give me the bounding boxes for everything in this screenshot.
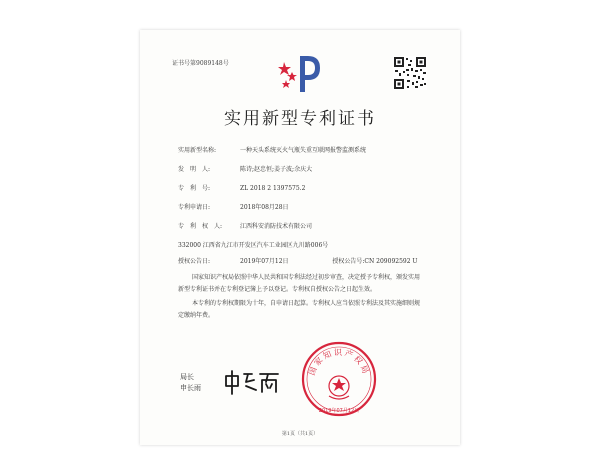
field-grant-date <box>178 256 418 265</box>
seal-date: 2019年07月12日 <box>318 408 360 414</box>
field-inventors <box>178 164 312 173</box>
director-name: 申长雨 <box>180 384 201 392</box>
director-title: 局长 <box>180 373 194 381</box>
official-seal-icon <box>300 340 378 418</box>
field-patentee <box>178 221 312 230</box>
field-patent-number <box>178 183 305 192</box>
field-utility-model-name <box>178 145 366 154</box>
field-value: 陈诗;赵忠恒;姜子波;余庆大 <box>240 166 313 173</box>
field-value: 2019年07月12日 <box>240 258 289 265</box>
field-value: CN 209092592 U <box>364 258 418 265</box>
field-value: 2018年08月28日 <box>240 204 289 211</box>
field-label: 授权公告号: <box>332 258 365 265</box>
field-label: 实用新型名称: <box>178 147 217 154</box>
certificate-title: 实用新型专利证书 <box>224 109 376 129</box>
field-application-date <box>178 202 289 211</box>
field-label: 专 利 号: <box>178 185 211 192</box>
field-label: 授权公告日: <box>178 258 211 265</box>
seal-text: 国家知识产权局 <box>307 348 371 377</box>
patentee-address: 332000 江西省九江市开发区汽车工业园区九川路006号 <box>178 242 329 249</box>
field-value: 一种天头系统灭火气瓶失重互联网报警监测系统 <box>240 147 367 154</box>
qr-code-icon <box>393 56 427 90</box>
field-label: 发 明 人: <box>178 166 211 173</box>
body-paragraph: 国家知识产权局依照中华人民共和国专利法经过初步审查，决定授予专利权，颁发实用新型专利证书并在专利登记簿上予以登记。专利权自授权公告之日起生效。 <box>178 274 421 293</box>
page-footer: 第1页（共1页） <box>281 431 319 437</box>
certificate-number: 证书号第9089148号 <box>172 60 229 67</box>
body-paragraph: 本专利的专利权期限为十年，自申请日起算。专利权人应当依照专利法及其实施细则规定缴纳年费。 <box>178 300 421 319</box>
director-signature-icon <box>222 368 282 396</box>
field-label: 专利申请日: <box>178 204 211 211</box>
field-value: 江西科安消防技术有限公司 <box>240 223 313 230</box>
field-value: ZL 2018 2 1397575.2 <box>240 185 306 192</box>
cnipa-logo-icon <box>278 50 324 96</box>
field-label: 专 利 权 人: <box>178 223 223 230</box>
